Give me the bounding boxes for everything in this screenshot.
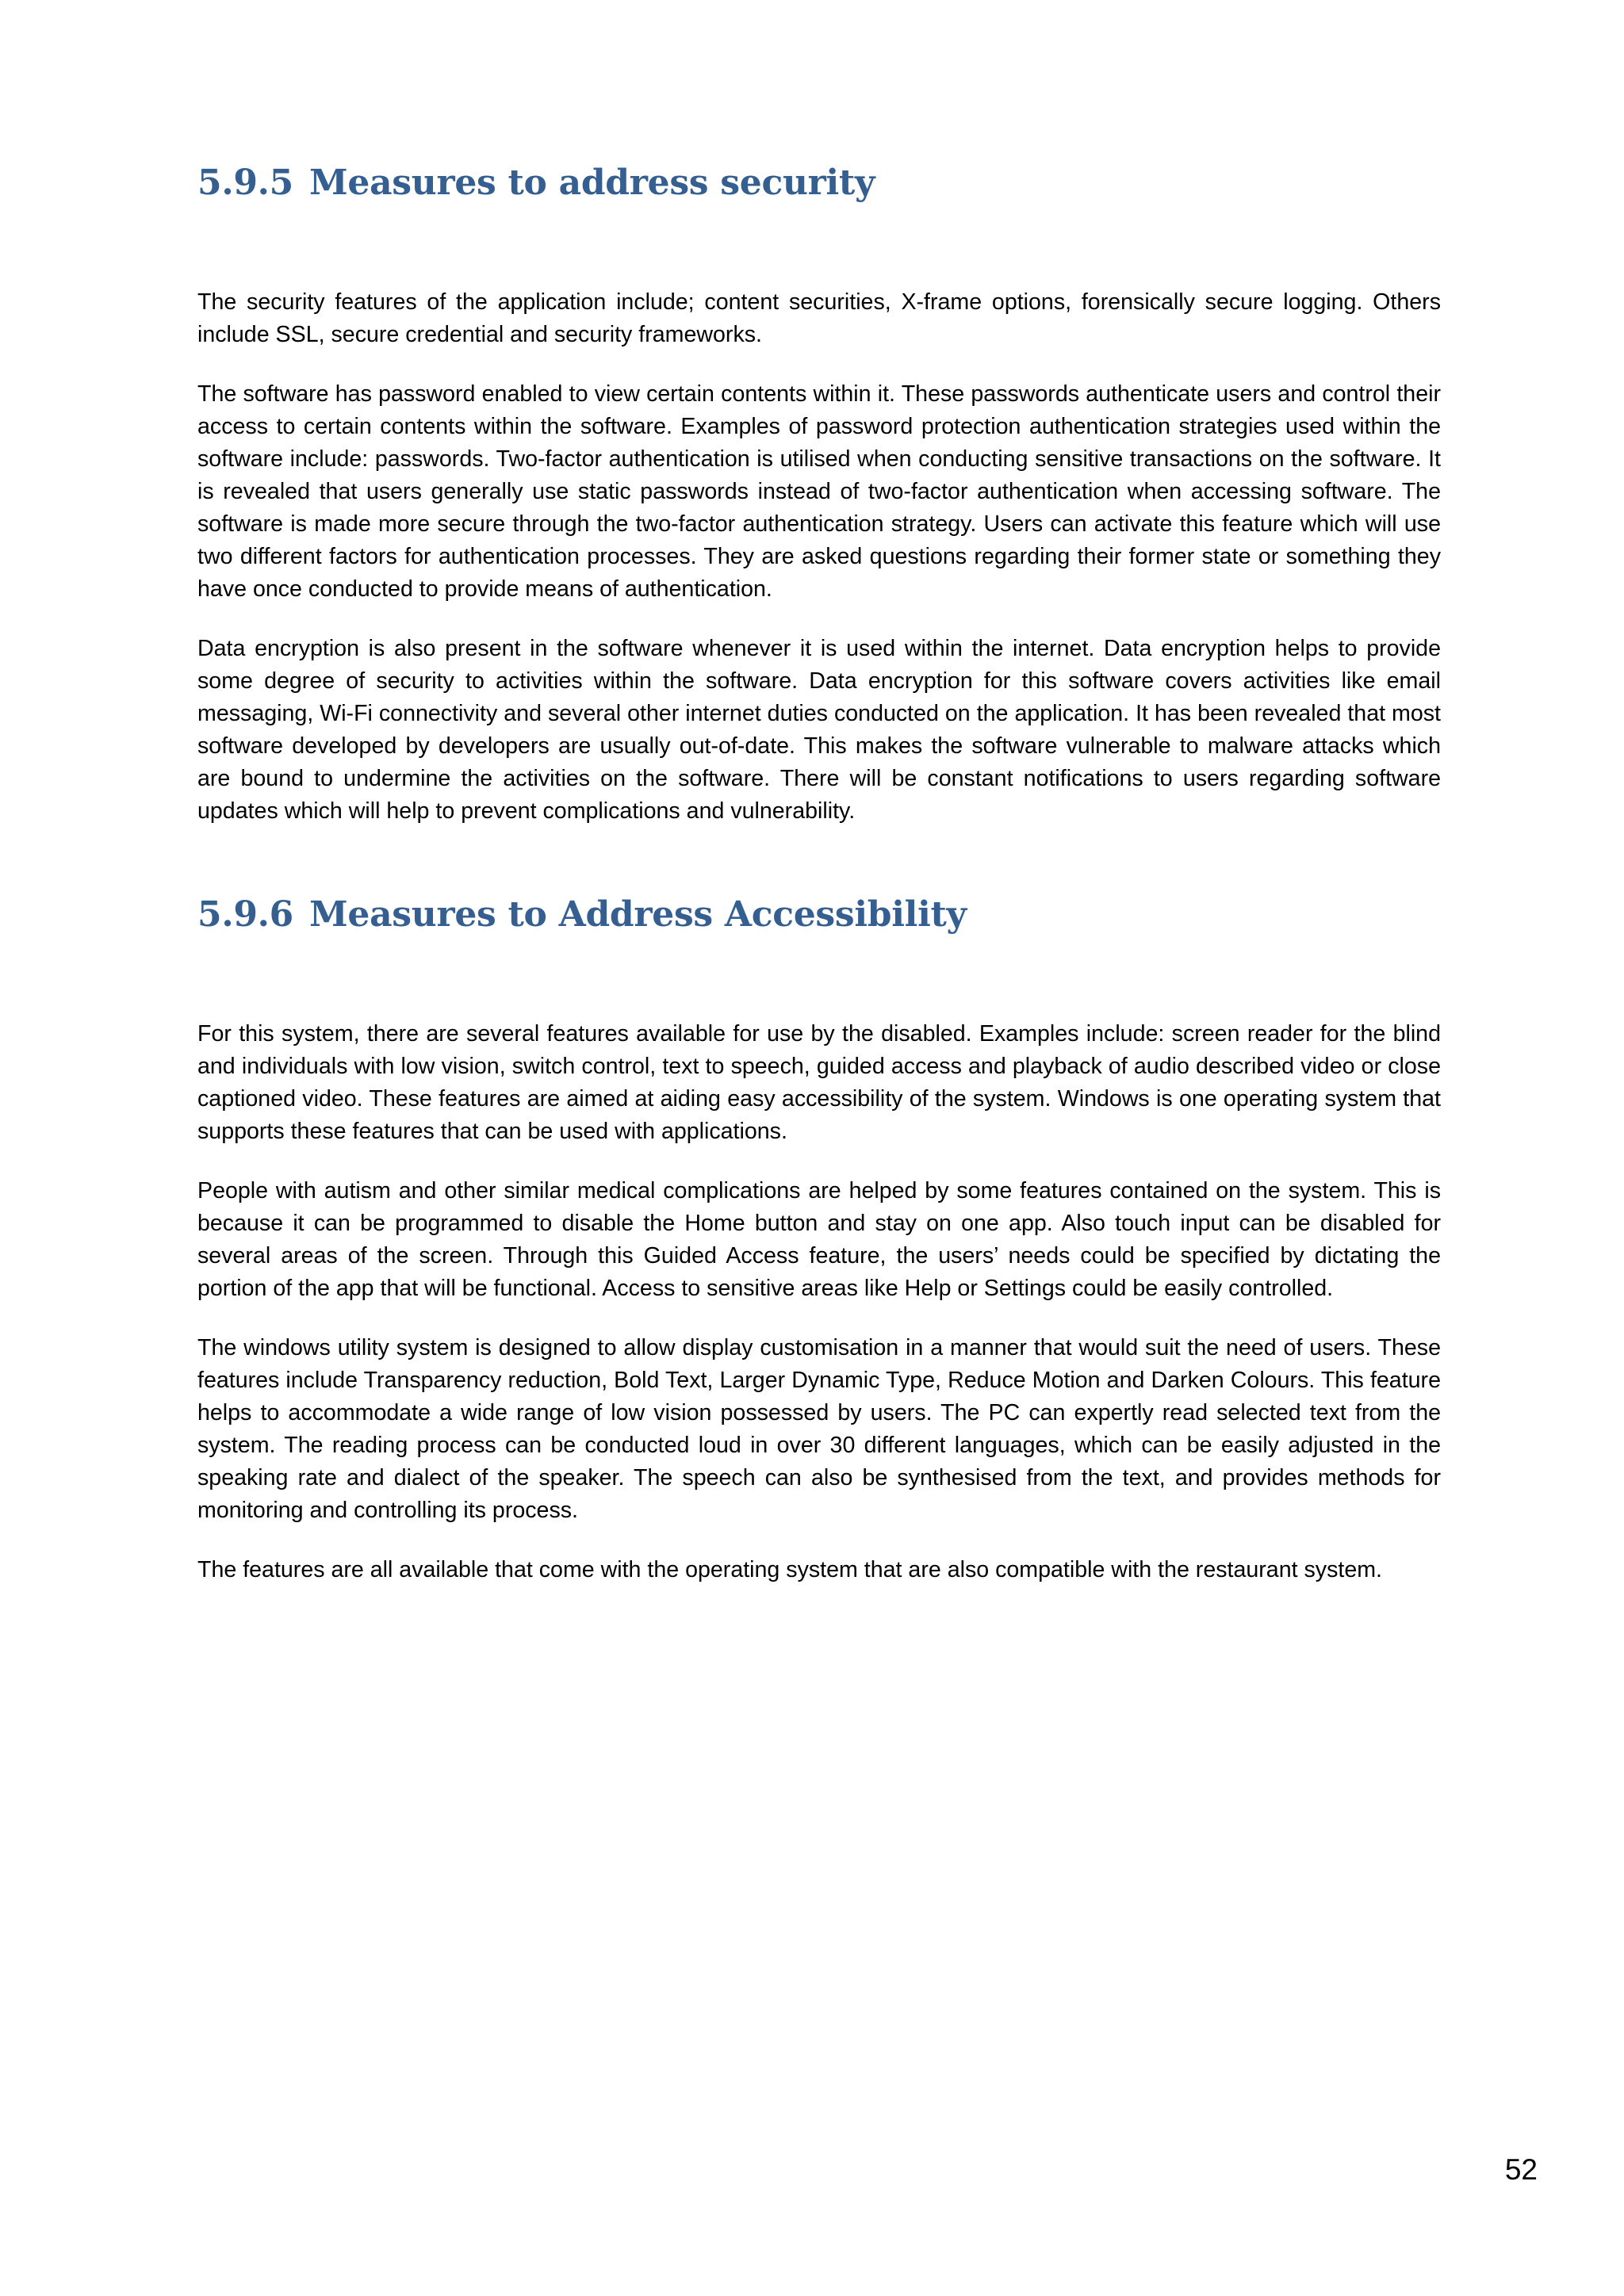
page-content	[197, 163, 1441, 1613]
page-number: 52	[1504, 2153, 1538, 2186]
section-number: 5.9.6	[197, 894, 293, 935]
section-security	[197, 163, 1441, 828]
paragraph: For this system, there are several features available for use by the disabled. Examples include: screen reader for the blind and individuals with low vision, switch control, text to speech, guided access and playback of audio described video or close captioned video. These features are aimed at aiding easy accessibility of the system. Windows is one operating system that supports these features that can be used with applications.	[197, 1020, 1441, 1144]
paragraph: The windows utility system is designed to allow display customisation in a manner that would suit the need of users. These features include Transparency reduction, Bold Text, Larger Dynamic Type, Reduce Motion and Darken Colours. This feature helps to accommodate a wide range of low vision possessed by users. The PC can expertly read selected text from the system. The reading process can be conducted loud in over 30 different languages, which can be easily adjusted in the speaking rate and dialect of the speaker. The speech can also be synthesised from the text, and provides methods for monitoring and controlling its process.	[197, 1334, 1441, 1523]
section-heading-accessibility	[197, 894, 1441, 936]
paragraph: The security features of the application include; content securities, X-frame options, forensically secure logging. Others include SSL, secure credential and security frameworks.	[197, 289, 1441, 347]
paragraph: The features are all available that come with the operating system that are also compatible with the restaurant system.	[197, 1556, 1382, 1582]
section-accessibility	[197, 894, 1441, 1586]
section-title: Measures to address security	[308, 163, 875, 203]
section-heading-security	[197, 163, 1441, 205]
paragraph: The software has password enabled to view certain contents within it. These passwords authenticate users and control their access to certain contents within the software. Examples of password protection authentication strategies used within the software include: passwords. Two-factor authentication is utilised when conducting sensitive transactions on the software. It is revealed that users generally use static passwords instead of two-factor authentication when accessing software. The software is made more secure through the two-factor authentication strategy. Users can activate this feature which will use two different factors for authentication processes. They are asked questions regarding their former state or something they have once conducted to provide means of authentication.	[197, 381, 1441, 602]
paragraph: Data encryption is also present in the software whenever it is used within the internet. Data encryption helps to provide some degree of security to activities within the software. Data encryption for this software covers activities like email messaging, Wi-Fi connectivity and several other internet duties conducted on the application. It has been revealed that most software developed by developers are usually out-of-date. This makes the software vulnerable to malware attacks which are bound to undermine the activities on the software. There will be constant notifications to users regarding software updates which will help to prevent complications and vulnerability.	[197, 635, 1441, 824]
section-title: Measures to Address Accessibility	[308, 894, 967, 935]
paragraph: People with autism and other similar medical complications are helped by some features contained on the system. This is because it can be programmed to disable the Home button and stay on one app. Also touch input can be disabled for several areas of the screen. Through this Guided Access feature, the users’ needs could be specified by dictating the portion of the app that will be functional. Access to sensitive areas like Help or Settings could be easily controlled.	[197, 1177, 1441, 1301]
section-number: 5.9.5	[197, 163, 293, 203]
